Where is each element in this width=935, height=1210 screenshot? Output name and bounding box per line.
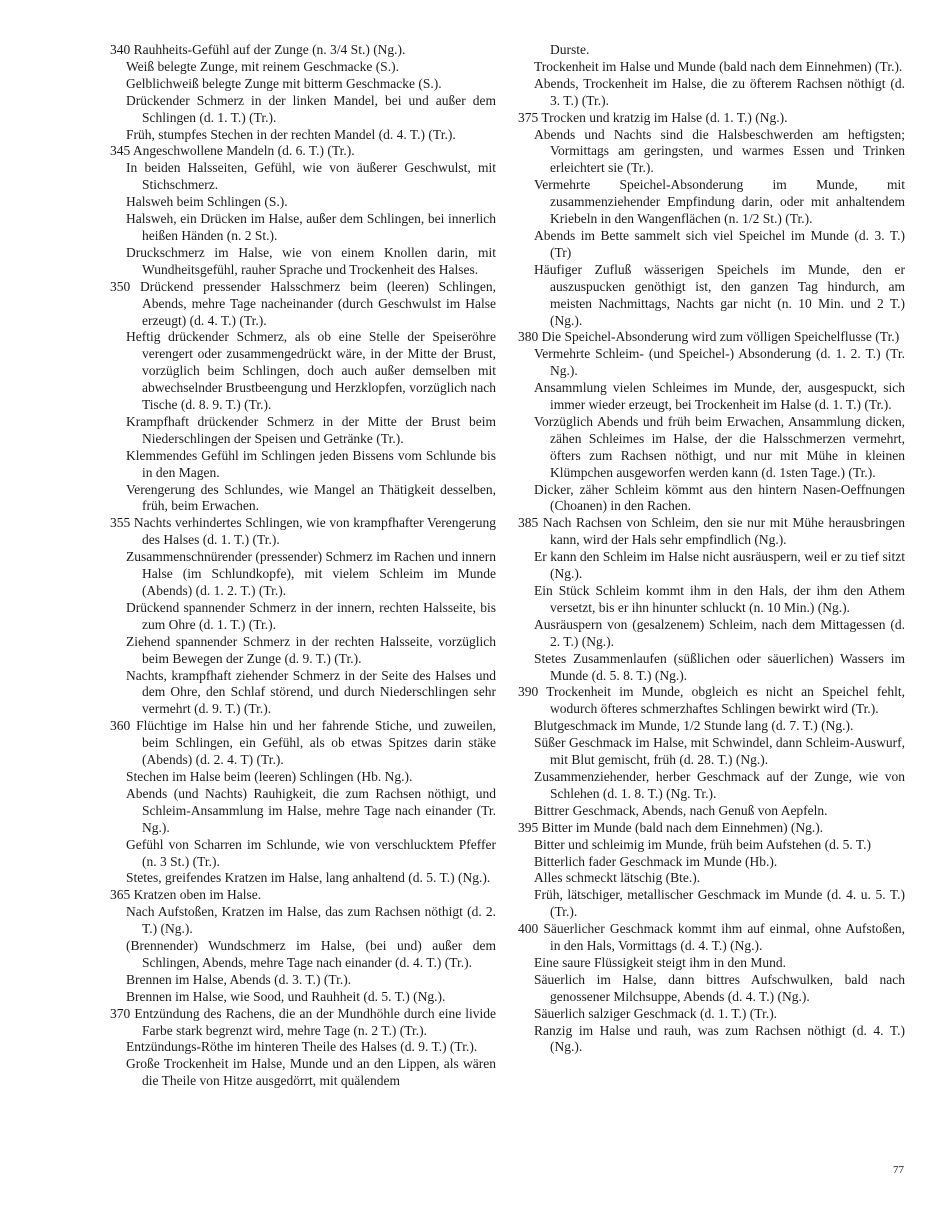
entry-text: Gefühl von Scharren im Schlunde, wie von verschlucktem Pfeffer (n. 3 St.) (Tr.). [126, 836, 496, 869]
entry-text: Drückend spannender Schmerz in der innern, rechten Halsseite, bis zum Ohre (d. 1. T.) (Tr.). [126, 599, 496, 632]
entry-text: In beiden Halsseiten, Gefühl, wie von äußerer Geschwulst, mit Stichschmerz. [126, 160, 496, 193]
entry-text: Abends, Trockenheit im Halse, die zu öfterem Rachsen nöthigt (d. 3. T.) (Tr.). [534, 75, 905, 108]
symptom-entry [110, 1056, 496, 1090]
entry-text: Vermehrte Speichel-Absonderung im Munde, mit zusammenziehender Empfindung darin, oder mit anhaltendem Kriebeln in den Wangenflächen (n. 1/2 St.) (Tr.). [534, 177, 905, 227]
entry-text: Trocken und kratzig im Halse (d. 1. T.) (Ng.). [541, 109, 788, 125]
symptom-entry [518, 228, 905, 262]
entry-text: Ein Stück Schleim kommt ihm in den Hals, der ihm den Athem versetzt, bis er ihn hinunter schluckt (n. 10 Min.) (Ng.). [534, 583, 905, 615]
symptom-entry [110, 329, 496, 414]
right-column [518, 42, 905, 1056]
entry-text: Säuerlich salziger Geschmack (d. 1. T.) (Tr.). [534, 1005, 778, 1021]
symptom-entry [110, 245, 496, 279]
symptom-entry [518, 870, 905, 887]
entry-text: Heftig drückender Schmerz, als ob eine Stelle der Speiseröhre verengert oder zusammengedrückt wäre, in der Mitte der Brust, vorzüglich beim Schlingen, doch auch außer demselben mit abwechselnder Brustbeengung und Herzklopfen, vorzüglich nach Tische (d. 8. 9. T.) (Tr.). [126, 329, 496, 413]
entry-text: Stetes, greifendes Kratzen im Halse, lang anhaltend (d. 5. T.) (Ng.). [126, 870, 491, 886]
entry-text: Vorzüglich Abends und früh beim Erwachen, Ansammlung dicken, zähen Schleimes im Halse, der die Halsschmerzen vermehrt, öfters zum Rachsen nöthigt, und nur mit Mühe in kleinen Klümpchen ausgeworfen werden kann (d. 1sten Tage.) (Tr.). [534, 413, 905, 480]
entry-text: Entzündung des Rachens, die an der Mundhöhle durch eine livide Farbe stark begrenzt wird, mehre Tage (n. 2 T.) (Tr.). [134, 1005, 497, 1038]
entry-number: 370 [110, 1005, 131, 1021]
entry-text: Angeschwollene Mandeln (d. 6. T.) (Tr.). [132, 143, 355, 159]
symptom-entry [518, 887, 905, 921]
entry-text: Ranzig im Halse und rauh, was zum Rachsen nöthigt (d. 4. T.) (Ng.). [534, 1022, 905, 1055]
symptom-entry [110, 42, 496, 59]
entry-text: Säuerlicher Geschmack kommt ihm auf einmal, ohne Aufstoßen, in den Hals, Vormittags (d. 4. T.) (Ng.). [543, 921, 906, 954]
entry-text: Ausräuspern von (gesalzenem) Schleim, nach dem Mittagessen (d. 2. T.) (Ng.). [534, 616, 905, 649]
symptom-entry [110, 668, 496, 719]
entry-text: Verengerung des Schlundes, wie Mangel an Thätigkeit desselben, früh, beim Erwachen. [126, 481, 496, 514]
entry-text: Kratzen oben im Halse. [133, 887, 262, 903]
entry-number: 380 [518, 329, 539, 345]
symptom-entry [518, 414, 905, 482]
symptom-entry [518, 803, 905, 820]
entry-number: 345 [110, 143, 131, 159]
entry-text: Druckschmerz im Halse, wie von einem Knollen darin, mit Wundheitsgefühl, rauher Sprache und Trockenheit des Halses. [126, 244, 496, 277]
entry-text: Er kann den Schleim im Halse nicht ausräuspern, weil er zu tief sitzt (Ng.). [534, 549, 905, 582]
symptom-entry [518, 1006, 905, 1023]
symptom-entry [518, 769, 905, 803]
entry-text: Alles schmeckt lätschig (Bte.). [534, 870, 701, 886]
symptom-entry [110, 972, 496, 989]
entry-text: (Brennender) Wundschmerz im Halse, (bei und) außer dem Schlingen, Abends, mehre Tage nach einander (d. 4. T.) (Tr.). [126, 938, 496, 970]
entry-text: Gelblichweiß belegte Zunge mit bitterm Geschmacke (S.). [126, 75, 442, 91]
entry-text: Nachts verhindertes Schlingen, wie von krampfhafter Verengerung des Halses (d. 1. T.) (Tr.). [133, 515, 496, 548]
entry-number: 375 [518, 109, 539, 125]
symptom-entry [518, 1023, 905, 1057]
entry-number: 400 [518, 921, 539, 937]
entry-text: Stetes Zusammenlaufen (süßlichen oder säuerlichen) Wassers im Munde (d. 5. 8. T.) (Ng.). [534, 650, 905, 683]
entry-text: Abends und Nachts sind die Halsbeschwerden am heftigsten; Vormittags am geringsten, und warmes Essen und Trinken erleichtert sie (Tr.). [534, 126, 905, 176]
symptom-entry [110, 76, 496, 93]
entry-text: Zusammenziehender, herber Geschmack auf der Zunge, wie von Schlehen (d. 1. 8. T.) (Ng. Tr.). [534, 768, 905, 801]
entry-text: Bitter und schleimig im Munde, früh beim Aufstehen (d. 5. T.) [534, 836, 871, 852]
symptom-entry [110, 634, 496, 668]
symptom-entry [110, 59, 496, 76]
symptom-entry [518, 684, 905, 718]
symptom-entry [518, 837, 905, 854]
symptom-entry [110, 1006, 496, 1040]
symptom-entry [518, 346, 905, 380]
symptom-entry [518, 329, 905, 346]
symptom-entry [110, 600, 496, 634]
entry-text: Nach Rachsen von Schleim, den sie nur mit Mühe herausbringen kann, wird der Hals sehr empfindlich (Ng.). [542, 515, 905, 548]
entry-number: 395 [518, 819, 539, 835]
symptom-entry [110, 887, 496, 904]
symptom-entry [518, 651, 905, 685]
entry-number: 340 [110, 42, 131, 57]
symptom-entry [110, 904, 496, 938]
symptom-entry [110, 870, 496, 887]
entry-text: Trockenheit im Halse und Munde (bald nach dem Einnehmen) (Tr.). [534, 58, 903, 74]
symptom-entry [110, 786, 496, 837]
entry-text: Eine saure Flüssigkeit steigt ihm in den Mund. [534, 954, 786, 970]
symptom-entry [518, 820, 905, 837]
page-number: 77 [893, 1164, 904, 1176]
entry-text: Stechen im Halse beim (leeren) Schlingen (Hb. Ng.). [126, 768, 413, 784]
symptom-entry [518, 549, 905, 583]
entry-text: Vermehrte Schleim- (und Speichel-) Absonderung (d. 1. 2. T.) (Tr. Ng.). [534, 346, 905, 379]
symptom-entry [518, 854, 905, 871]
symptom-entry [518, 262, 905, 330]
symptom-entry [110, 93, 496, 127]
symptom-entry [518, 735, 905, 769]
symptom-entry [518, 380, 905, 414]
symptom-entry [518, 127, 905, 178]
entry-text: Nachts, krampfhaft ziehender Schmerz in der Seite des Halses und dem Ohre, den Schlaf störend, und durch Niederschlingen sehr vermehrt (d. 9. T.) (Tr.). [126, 667, 496, 717]
entry-text: Große Trockenheit im Halse, Munde und an den Lippen, als wären die Theile von Hitze ausgedörrt, mit quälendem [126, 1056, 496, 1089]
entry-text: Trockenheit im Munde, obgleich es nicht an Speichel fehlt, wodurch öfteres schmerzhaftes Schlingen bewirkt wird (Tr.). [546, 684, 905, 717]
entry-text: Säuerlich im Halse, dann bittres Aufschwulken, bald nach genossener Milchsuppe, Abends (d. 4. T.) (Ng.). [534, 971, 905, 1004]
symptom-entry [518, 42, 905, 59]
entry-text: Weiß belegte Zunge, mit reinem Geschmacke (S.). [126, 58, 399, 74]
entry-text: Ziehend spannender Schmerz in der rechten Halsseite, vorzüglich beim Bewegen der Zunge (d. 9. T.) (Tr.). [126, 633, 496, 666]
entry-text: Brennen im Halse, wie Sood, und Rauhheit (d. 5. T.) (Ng.). [126, 988, 446, 1004]
symptom-entry [110, 482, 496, 516]
entry-text: Krampfhaft drückender Schmerz in der Mitte der Brust beim Niederschlingen der Speisen und Getränke (Tr.). [126, 413, 496, 446]
symptom-entry [110, 1039, 496, 1056]
symptom-entry [110, 549, 496, 600]
symptom-entry [518, 921, 905, 955]
symptom-entry [518, 583, 905, 617]
symptom-entry [110, 194, 496, 211]
symptom-entry [518, 482, 905, 516]
symptom-entry [518, 955, 905, 972]
entry-text: Die Speichel-Absonderung wird zum völligen Speichelflusse (Tr.) [541, 329, 900, 345]
symptom-entry [110, 769, 496, 786]
entry-text: Früh, stumpfes Stechen in der rechten Mandel (d. 4. T.) (Tr.). [126, 126, 456, 142]
entry-number: 390 [518, 684, 539, 700]
entry-text: Bittrer Geschmack, Abends, nach Genuß von Aepfeln. [534, 802, 828, 818]
symptom-entry [110, 414, 496, 448]
symptom-entry [518, 110, 905, 127]
entry-number: 385 [518, 515, 539, 531]
symptom-entry [518, 617, 905, 651]
symptom-entry [110, 448, 496, 482]
entry-text: Drückender Schmerz in der linken Mandel, bei und außer dem Schlingen (d. 1. T.) (Tr.). [126, 92, 496, 125]
entry-text: Nach Aufstoßen, Kratzen im Halse, das zum Rachsen nöthigt (d. 2. T.) (Ng.). [126, 904, 496, 937]
entry-text: Süßer Geschmack im Halse, mit Schwindel, dann Schleim-Auswurf, mit Blut gemischt, früh (d. 28. T.) (Ng.). [534, 735, 905, 768]
entry-text: Klemmendes Gefühl im Schlingen jeden Bissens vom Schlunde bis in den Magen. [126, 447, 496, 480]
symptom-entry [110, 515, 496, 549]
entry-number: 355 [110, 515, 131, 531]
symptom-entry [110, 938, 496, 972]
entry-text: Ansammlung vielen Schleimes im Munde, der, ausgespuckt, sich immer wieder erzeugt, bei Trockenheit im Halse (d. 1. T.) (Tr.). [534, 380, 905, 413]
entry-text: Häufiger Zufluß wässerigen Speichels im Munde, den er auszuspucken genöthigt ist, den ganzen Tag hindurch, am meisten Nachmittags, Nachts gar nicht (n. 10 Min. und 2 T.) (Ng.). [534, 261, 905, 328]
entry-text: Entzündungs-Röthe im hinteren Theile des Halses (d. 9. T.) (Tr.). [126, 1039, 478, 1055]
symptom-entry [110, 837, 496, 871]
entry-text: Zusammenschnürender (pressender) Schmerz im Rachen und innern Halse (im Schlundkopfe), mit vielem Schleim im Munde (Abends) (d. 1. 2. T.) (Tr.). [126, 549, 496, 598]
entry-text: Bitterlich fader Geschmack im Munde (Hb.). [534, 853, 778, 869]
symptom-entry [110, 211, 496, 245]
entry-text: Halsweh beim Schlingen (S.). [126, 194, 288, 210]
symptom-entry [518, 515, 905, 549]
entry-text: Dicker, zäher Schleim kömmt aus den hintern Nasen-Oeffnungen (Choanen) in den Rachen. [534, 481, 905, 514]
symptom-entry [110, 160, 496, 194]
symptom-entry [110, 989, 496, 1006]
entry-text: Flüchtige im Halse hin und her fahrende Stiche, und zuweilen, beim Schlingen, ein Gefühl, als ob etwas Spitzes darin stäke (Abends) (d. 2. 4. T) (Tr.). [136, 718, 496, 768]
entry-text: Drückend pressender Halsschmerz beim (leeren) Schlingen, Abends, mehre Tage nacheinander (durch Geschwulst im Halse erzeugt) (d. 4. T.) (Tr.). [140, 278, 497, 328]
left-column [110, 42, 496, 1090]
entry-text: Früh, lätschiger, metallischer Geschmack im Munde (d. 4. u. 5. T.) (Tr.). [534, 887, 905, 920]
symptom-entry [110, 279, 496, 330]
entry-text: Abends (und Nachts) Rauhigkeit, die zum Rachsen nöthigt, und Schleim-Ansammlung im Halse, mehre Tage nach einander (Tr. Ng.). [126, 785, 496, 835]
symptom-entry [110, 143, 496, 160]
symptom-entry [110, 718, 496, 769]
symptom-entry [518, 972, 905, 1006]
symptom-entry [518, 76, 905, 110]
entry-text: Brennen im Halse, Abends (d. 3. T.) (Tr.). [126, 971, 352, 987]
entry-text: Blutgeschmack im Munde, 1/2 Stunde lang (d. 7. T.) (Ng.). [534, 718, 854, 734]
entry-text: Rauhheits-Gefühl auf der Zunge (n. 3/4 St.) (Ng.). [133, 42, 406, 57]
entry-number: 360 [110, 718, 131, 734]
entry-number: 350 [110, 278, 131, 294]
entry-text: Halsweh, ein Drücken im Halse, außer dem Schlingen, bei innerlich heißen Händen (n. 2 St.). [126, 211, 496, 243]
symptom-entry [518, 718, 905, 735]
symptom-entry [110, 127, 496, 144]
symptom-entry [518, 59, 905, 76]
entry-text: Bitter im Munde (bald nach dem Einnehmen) (Ng.). [541, 819, 824, 835]
entry-text: Abends im Bette sammelt sich viel Speichel im Munde (d. 3. T.) (Tr) [534, 227, 905, 260]
entry-text: Durste. [550, 42, 590, 57]
symptom-entry [518, 177, 905, 228]
entry-number: 365 [110, 887, 131, 903]
